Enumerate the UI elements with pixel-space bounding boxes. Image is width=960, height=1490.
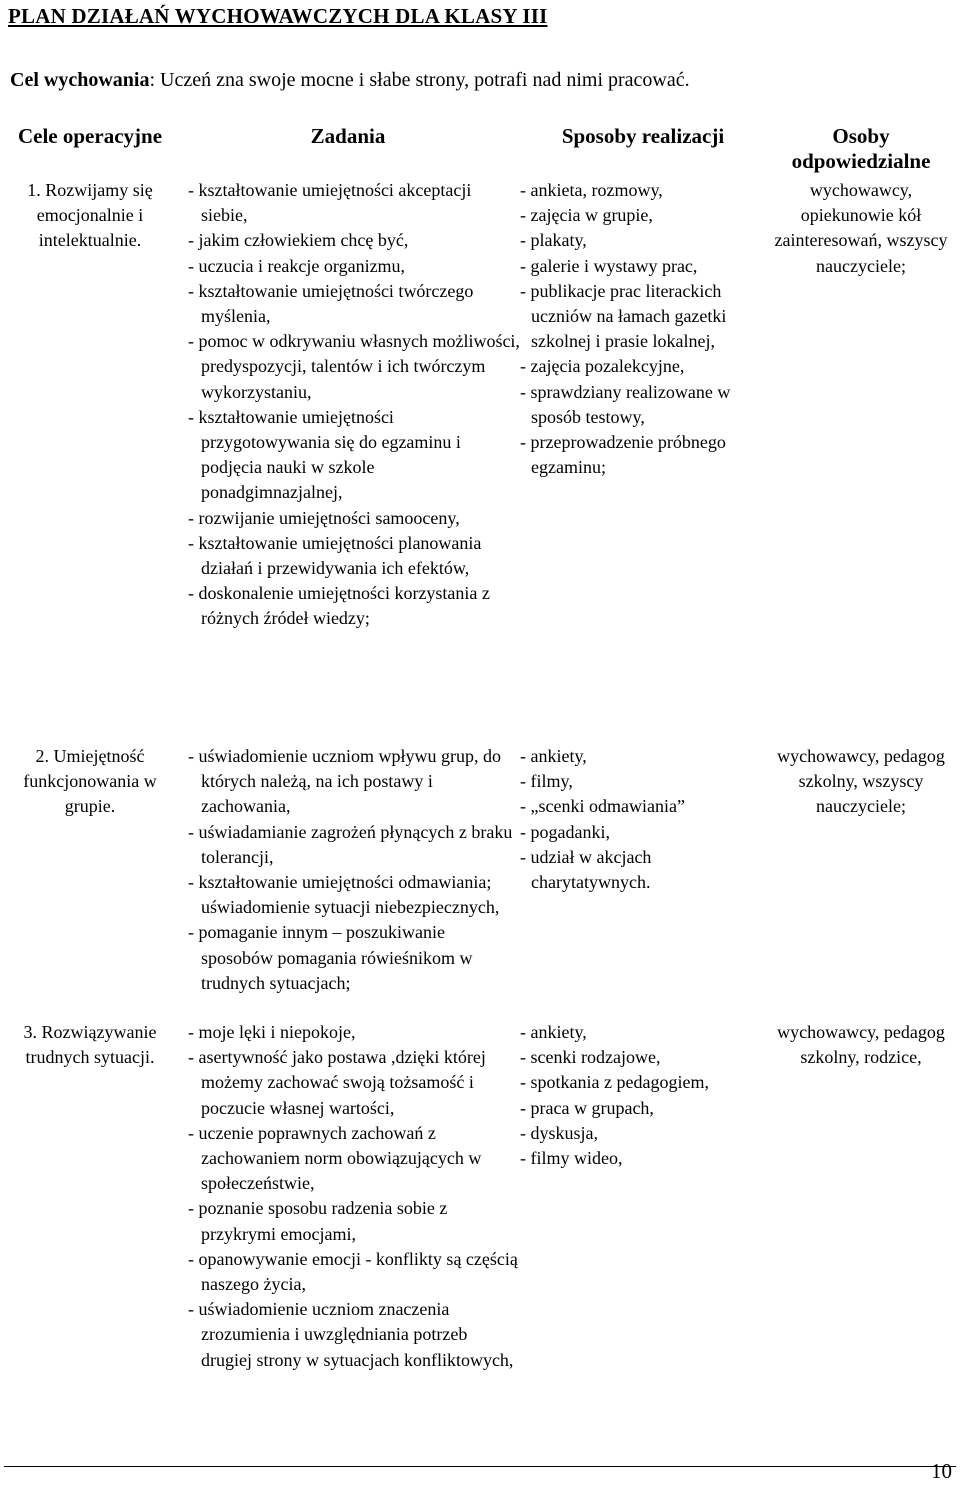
goal-statement — [10, 69, 690, 92]
header-osoby: Osoby odpowiedzialne — [791, 124, 931, 173]
list-item: - zajęcia pozalekcyjne, — [520, 356, 685, 377]
sposoby-cell — [520, 744, 766, 1020]
header-sposoby: Sposoby realizacji — [561, 124, 725, 148]
list-item: - filmy wideo, — [520, 1148, 623, 1169]
table-row — [4, 744, 956, 1020]
list-item: - pogadanki, — [520, 821, 610, 842]
list-item: - praca w grupach, — [520, 1097, 654, 1118]
table-header-row — [4, 124, 956, 178]
goal-text: : Uczeń zna swoje mocne i słabe strony, potrafi nad nimi pracować. — [149, 69, 690, 91]
zadania-cell — [176, 744, 520, 1020]
cel-cell: 3. Rozwiązywanie trudnych sytuacji. — [4, 1020, 176, 1467]
page-title: PLAN DZIAŁAŃ WYCHOWAWCZYCH DLA KLASY III — [8, 4, 548, 28]
goal-label: Cel wychowania — [10, 69, 150, 91]
osoby-cell: wychowawcy, opiekunowie kół zainteresowań, wszyscy nauczyciele; — [774, 180, 948, 276]
list-item: - pomoc w odkrywaniu własnych możliwości, predyspozycji, talentów i ich twórczym wykorzystaniu, — [188, 331, 520, 402]
list-item: - zajęcia w grupie, — [520, 205, 653, 226]
plan-table — [4, 124, 956, 1467]
list-item: - „scenki odmawiania” — [520, 796, 685, 817]
list-item: - poznanie sposobu radzenia sobie z przykrymi emocjami, — [188, 1198, 448, 1244]
list-item: - dyskusja, — [520, 1122, 598, 1143]
list-item: - udział w akcjach charytatywnych. — [520, 846, 652, 893]
list-item: - ankieta, rozmowy, — [520, 180, 663, 200]
cel-cell: 1. Rozwijamy się emocjonalnie i intelektualnie. — [27, 180, 153, 251]
zadania-cell — [176, 1020, 520, 1467]
list-item: - opanowywanie emocji - konflikty są częścią naszego życia, — [188, 1248, 518, 1295]
list-item: - galerie i wystawy prac, — [520, 255, 698, 276]
list-item: - uświadomienie uczniom znaczenia zrozumienia i uwzględniania potrzeb drugiej strony w sytuacjach konfliktowych, — [188, 1299, 514, 1370]
list-item: - kształtowanie umiejętności twórczego myślenia, — [188, 280, 474, 327]
list-item: - asertywność jako postawa ,dzięki której możemy zachować swoją tożsamość i poczucie własnej wartości, — [188, 1047, 486, 1118]
table-row — [4, 178, 956, 744]
list-item: - publikacje prac literackich uczniów na łamach gazetki szkolnej i prasie lokalnej, — [520, 280, 727, 352]
list-item: - kształtowanie umiejętności przygotowywania się do egzaminu i podjęcia nauki w szkole ponadgimnazjalnej, — [188, 406, 461, 503]
list-item: - plakaty, — [520, 230, 587, 251]
list-item: - pomaganie innym – poszukiwanie sposobów pomagania rówieśnikom w trudnych sytuacjach; — [188, 922, 473, 993]
list-item: - rozwijanie umiejętności samooceny, — [188, 507, 460, 528]
list-item: - uczenie poprawnych zachowań z zachowaniem norm obowiązujących w społeczeństwie, — [188, 1122, 482, 1194]
header-zadania: Zadania — [310, 124, 386, 148]
list-item: - spotkania z pedagogiem, — [520, 1072, 709, 1093]
zadania-cell — [176, 178, 520, 744]
list-item: - moje lęki i niepokoje, — [188, 1022, 356, 1042]
list-item: - ankiety, — [520, 1022, 587, 1042]
list-item: - jakim człowiekiem chcę być, — [188, 230, 409, 251]
sposoby-cell — [520, 178, 766, 744]
list-item: - sprawdziany realizowane w sposób testowy, — [520, 381, 731, 427]
cel-cell: 2. Umiejętność funkcjonowania w grupie. — [23, 746, 157, 817]
table-row — [4, 1020, 956, 1467]
list-item: - uświadamianie zagrożeń płynących z braku tolerancji, — [188, 821, 513, 867]
list-item: - kształtowanie umiejętności planowania działań i przewidywania ich efektów, — [188, 532, 482, 579]
list-item: - uświadomienie uczniom wpływu grup, do których należą, na ich postawy i zachowania, — [188, 746, 501, 817]
list-item: - doskonalenie umiejętności korzystania z różnych źródeł wiedzy; — [188, 583, 490, 629]
list-item: - scenki rodzajowe, — [520, 1047, 661, 1068]
list-item: - filmy, — [520, 771, 573, 792]
page-number: 10 — [931, 1459, 952, 1483]
list-item: - przeprowadzenie próbnego egzaminu; — [520, 432, 726, 478]
list-item: - kształtowanie umiejętności odmawiania; uświadomienie sytuacji niebezpiecznych, — [188, 872, 500, 918]
list-item: - uczucia i reakcje organizmu, — [188, 255, 406, 276]
osoby-cell: wychowawcy, pedagog szkolny, wszyscy nauczyciele; — [777, 746, 945, 817]
sposoby-cell — [520, 1020, 766, 1467]
list-item: - kształtowanie umiejętności akceptacji siebie, — [188, 180, 472, 226]
osoby-cell: wychowawcy, pedagog szkolny, rodzice, — [766, 1020, 956, 1467]
list-item: - ankiety, — [520, 746, 587, 766]
header-cele: Cele operacyjne — [17, 124, 163, 148]
